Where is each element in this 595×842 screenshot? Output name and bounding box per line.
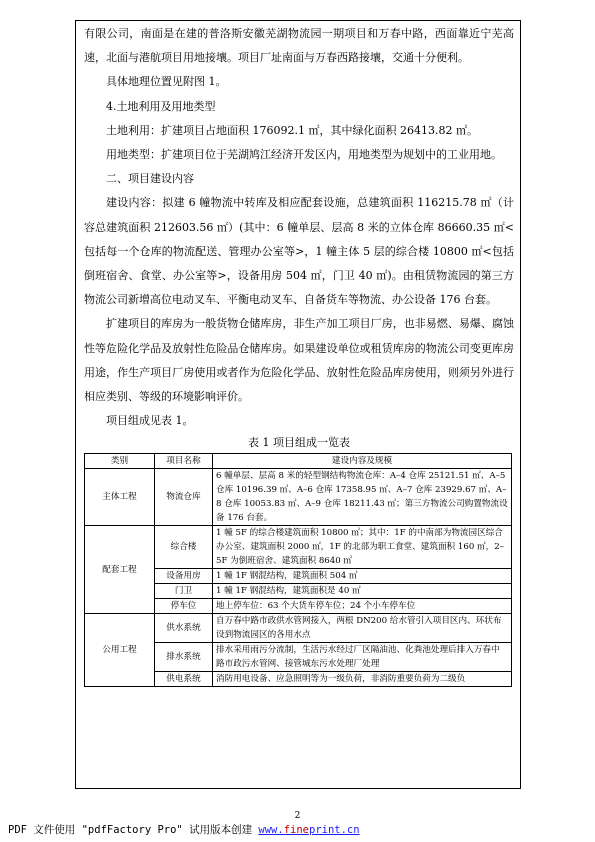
name-cell: 综合楼 — [155, 526, 213, 569]
header-category: 类别 — [85, 454, 155, 469]
category-cell: 配套工程 — [85, 526, 155, 614]
table-title: 表 1 项目组成一览表 — [248, 436, 350, 450]
name-cell: 门卫 — [155, 584, 213, 599]
name-cell: 排水系统 — [155, 643, 213, 672]
paragraph: 土地利用：扩建项目占地面积 176092.1 ㎡，其中绿化面积 26413.82 ㎡。 — [106, 123, 478, 137]
content-cell: 自万春中路市政供水管网接入，两根 DN200 给水管引入项目区内、环状布设到物流园区的各用水点 — [213, 614, 512, 643]
paragraph: 用地类型：扩建项目位于芜湖鸠江经济开发区内，用地类型为规划中的工业用地。 — [106, 148, 502, 162]
content-cell: 地上停车位：63 个大货车停车位；24 个小车停车位 — [213, 599, 512, 614]
table-row — [85, 614, 512, 643]
page-number: 2 — [294, 811, 301, 821]
content-cell: 6 幢单层、层高 8 米的轻型钢结构物流仓库：A–4 仓库 25121.51 ㎡、A–5 仓库 10196.39 ㎡、A–6 仓库 17358.95 ㎡、A–7 仓库 23929.67 ㎡、A–8 仓库 10053.83 ㎡、A–9 仓库 18211.43 ㎡；第三方物流公司购置物流设备 176 台套。 — [213, 469, 512, 526]
header-content: 建设内容及规模 — [213, 454, 512, 469]
paragraph: 扩建项目的库房为一般货物仓储库房，非生产加工项目厂房，也非易燃、易爆、腐蚀性等危险化学品及放射性危险品仓储库房。如果建设单位或租赁库房的物流公司变更库房用途，作生产项目厂房使用或者作为危险化学品、放射性危险品库房使用，则须另外进行相应类别、等级的环境影响评价。 — [84, 317, 514, 404]
project-composition-table — [84, 453, 512, 687]
content-cell: 消防用电设备、应急照明等为一级负荷，非消防重要负荷为二级负 — [213, 672, 512, 687]
name-cell: 物流仓库 — [155, 469, 213, 526]
content-cell: 1 幢 1F 钢混结构，建筑面积 504 ㎡ — [213, 569, 512, 584]
section-heading: 4.土地利用及用地类型 — [106, 99, 216, 113]
content-cell: 1 幢 1F 钢混结构，建筑面积是 40 ㎡ — [213, 584, 512, 599]
name-cell: 设备用房 — [155, 569, 213, 584]
header-name: 项目名称 — [155, 454, 213, 469]
paragraph: 有限公司，南面是在建的普洛斯安徽芜湖物流园一期项目和万春中路，西面靠近宁芜高速，北面与港航项目用地接壤。项目厂址南面与万春西路接壤，交通十分便利。 — [84, 27, 514, 65]
pdf-footer — [8, 822, 360, 837]
section-heading: 二、项目建设内容 — [106, 172, 194, 186]
table-row — [85, 526, 512, 569]
body-text — [84, 22, 514, 451]
category-cell: 公用工程 — [85, 614, 155, 687]
link-part: fine — [283, 824, 309, 836]
content-cell: 1 幢 5F 的综合楼建筑面积 10800 ㎡；其中：1F 的中南部为物流园区综合办公室、建筑面积 2000 ㎡，1F 的北部为职工食堂、建筑面积 160 ㎡，2–5F 为倒班宿舍、建筑面积 8640 ㎡ — [213, 526, 512, 569]
footer-text: PDF 文件使用 "pdfFactory Pro" 试用版本创建 — [8, 824, 259, 836]
paragraph: 项目组成见表 1。 — [106, 414, 194, 428]
content-cell: 排水采用雨污分流制，生活污水经过厂区隔油池、化粪池处理后排入万春中路市政污水管网、接管城东污水处理厂处理 — [213, 643, 512, 672]
link-part: print.cn — [309, 824, 360, 836]
name-cell: 停车位 — [155, 599, 213, 614]
category-cell: 主体工程 — [85, 469, 155, 526]
link-part: www. — [258, 824, 284, 836]
table-row — [85, 469, 512, 526]
name-cell: 供水系统 — [155, 614, 213, 643]
table-header-row — [85, 454, 512, 469]
fineprint-link[interactable] — [258, 824, 359, 836]
paragraph: 具体地理位置见附图 1。 — [106, 75, 227, 89]
name-cell: 供电系统 — [155, 672, 213, 687]
paragraph: 建设内容：拟建 6 幢物流中转库及相应配套设施，总建筑面积 116215.78 ㎡（计容总建筑面积 212603.56 ㎡）(其中：6 幢单层、层高 8 米的立体仓库 86660.35 ㎡<包括每一个仓库的物流配送、管理办公室等>，1 幢主体 5 层的综合楼 10800 ㎡<包括倒班宿舍、食堂、办公室等>，设备用房 504 ㎡，门卫 40 ㎡)。由租赁物流园的第三方物流公司新增高位电动叉车、平衡电动叉车、自备货车等物流、办公设备 176 台套。 — [84, 196, 514, 307]
